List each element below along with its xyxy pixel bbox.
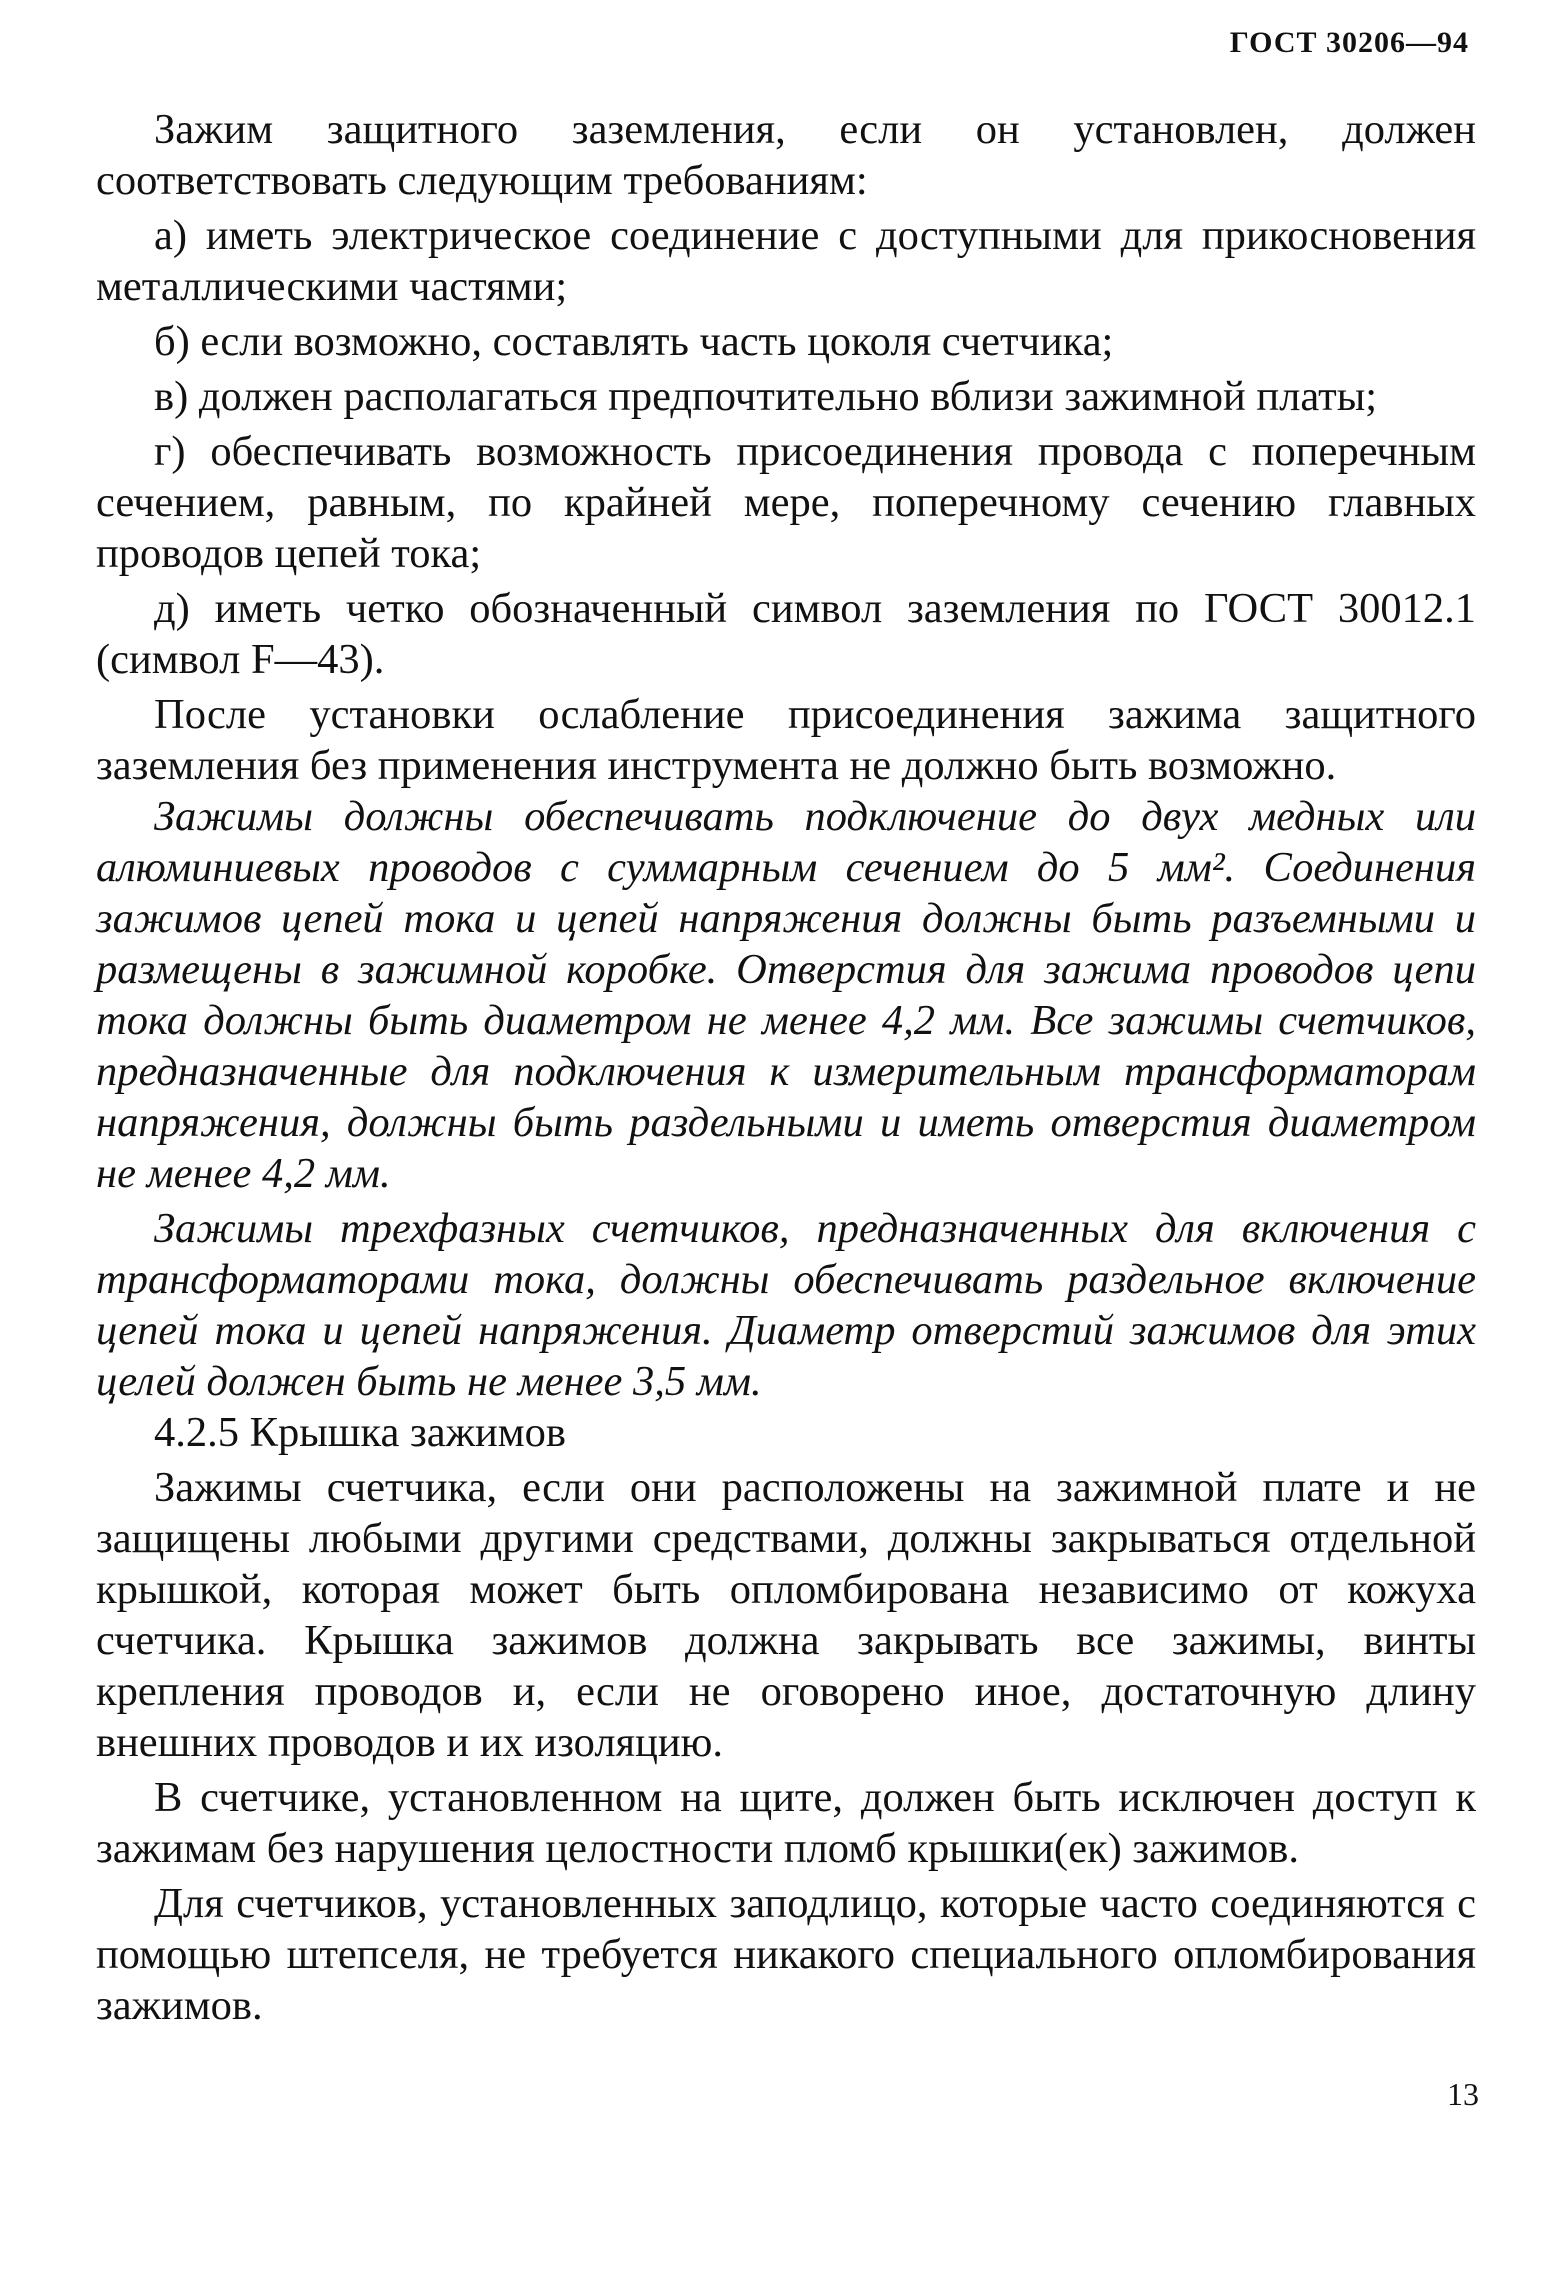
section-heading-4-2-5: 4.2.5 Крышка зажимов [154,1409,566,1456]
paragraph-flush-mounted: Для счетчиков, установленных заподлицо, которые часто соединяются с помощью штепселя, не требуется никакого специального опломбирования зажимов. [96,1880,1476,2029]
paragraph-clamp-wires: Зажимы должны обеспечивать подключение до двух медных или алюминиевых проводов с суммарным сечением до 5 мм². Соединения зажимов цепей тока и цепей напряжения должны быть разъемными и размещены в зажимной коробке. Отверстия для зажима проводов цепи тока должны быть диаметром не менее 4,2 мм. Все зажимы счетчиков, предназначенные для подключения к измерительным трансформаторам напряжения, должны быть раздельными и иметь отверстия диаметром не менее 4,2 мм. [96,793,1476,1197]
page-number: 13 [1447,2076,1479,2112]
ground-clamp-requirements: Зажим защитного заземления, если он установлен, должен соответствовать следующим требованиям: [96,106,1476,204]
document-header: ГОСТ 30206—94 [1229,26,1469,59]
list-item-v: в) должен располагаться предпочтительно вблизи зажимной платы; [154,373,1378,420]
paragraph-three-phase-clamps: Зажимы трехфазных счетчиков, предназначенных для включения с трансформаторами тока, должны обеспечивать раздельное включение цепей тока и цепей напряжения. Диаметр отверстий зажимов для этих целей должен быть не менее 3,5 мм. [96,1205,1476,1405]
list-item-g: г) обеспечивать возможность присоединения провода с поперечным сечением, равным, по крайней мере, поперечному сечению главных проводов цепей тока; [96,428,1476,577]
paragraph-after-installation: После установки ослабление присоединения зажима защитного заземления без применения инструмента не должно быть возможно. [96,691,1476,789]
paragraph-panel-mounted: В счетчике, установленном на щите, должен быть исключен доступ к зажимам без нарушения целостности пломб крышки(ек) зажимов. [96,1774,1476,1872]
document-body [96,104,1476,2031]
paragraph-terminal-cover: Зажимы счетчика, если они расположены на зажимной плате и не защищены любыми другими средствами, должны закрываться отдельной крышкой, которая может быть опломбирована независимо от кожуха счетчика. Крышка зажимов должна закрывать все зажимы, винты крепления проводов и, если не оговорено иное, достаточную длину внешних проводов и их изоляцию. [96,1464,1476,1766]
list-item-b: б) если возможно, составлять часть цоколя счетчика; [154,318,1114,365]
list-item-a: а) иметь электрическое соединение с доступными для прикосновения металлическими частями; [96,212,1476,310]
list-item-d: д) иметь четко обозначенный символ заземления по ГОСТ 30012.1 (символ F—43). [96,585,1476,683]
